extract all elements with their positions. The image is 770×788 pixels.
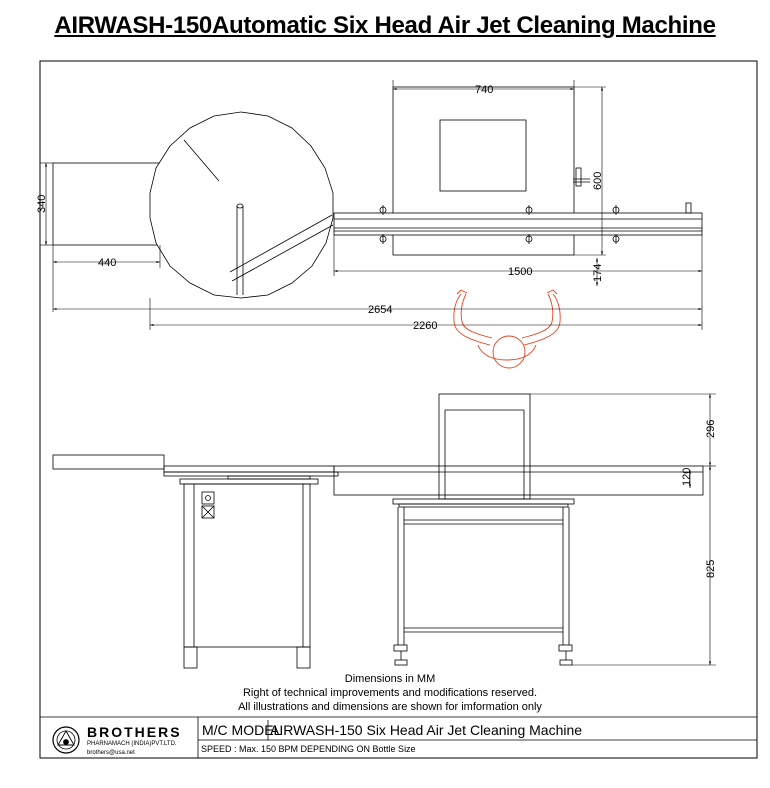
turntable-cabinet: [184, 484, 310, 647]
dim-600: 600: [592, 171, 604, 190]
model-value: AIRWASH-150 Six Head Air Jet Cleaning Machine: [270, 722, 583, 738]
infeed-table: [53, 163, 160, 245]
dim-2260: 2260: [413, 320, 438, 332]
note-units: Dimensions in MM: [344, 673, 436, 685]
dim-740: 740: [475, 84, 494, 96]
dim-296: 296: [705, 419, 717, 438]
dim-440: 440: [98, 257, 117, 269]
drawing-frame: [40, 61, 757, 758]
dim-174: 174: [592, 263, 604, 282]
conveyor-elevation: [334, 466, 703, 495]
drawing-title: AIRWASH-150Automatic Six Head Air Jet Cleaning Machine: [54, 12, 716, 39]
dim-825: 825: [705, 559, 717, 578]
company-email: brothers@usa.net: [87, 750, 135, 756]
brothers-logo-icon: [53, 727, 79, 753]
door-handle: [576, 168, 581, 186]
leveling-foot-left: [395, 660, 407, 665]
infeed-table-elevation: [53, 455, 164, 469]
operator-head: [493, 336, 525, 368]
company-name: BROTHERS: [87, 724, 182, 740]
dim-120: 120: [681, 467, 693, 486]
plan-dimensions: [40, 80, 702, 330]
note-info: All illustrations and dimensions are shown for imformation only: [238, 701, 542, 713]
operator-figure: [454, 290, 560, 368]
plan-view: [53, 87, 702, 298]
company-subtitle: PHARNAMACH (INDIA)PVT.LTD.: [87, 741, 177, 747]
model-label: M/C MODEL: [202, 722, 282, 738]
leveling-foot-right: [560, 660, 572, 665]
dim-2654: 2654: [368, 304, 393, 316]
conveyor-plan: [334, 213, 702, 235]
control-screen: [440, 120, 526, 191]
dim-340: 340: [36, 194, 48, 213]
dim-1500: 1500: [508, 266, 533, 278]
elevation-view: [53, 394, 703, 668]
control-switch: [202, 492, 214, 504]
speed-spec: SPEED : Max. 150 BPM DEPENDING ON Bottle Size: [201, 744, 416, 754]
turntable: [150, 112, 333, 298]
note-rights: Right of technical improvements and modifications reserved.: [242, 687, 538, 699]
elevation-dimensions: [530, 394, 716, 665]
